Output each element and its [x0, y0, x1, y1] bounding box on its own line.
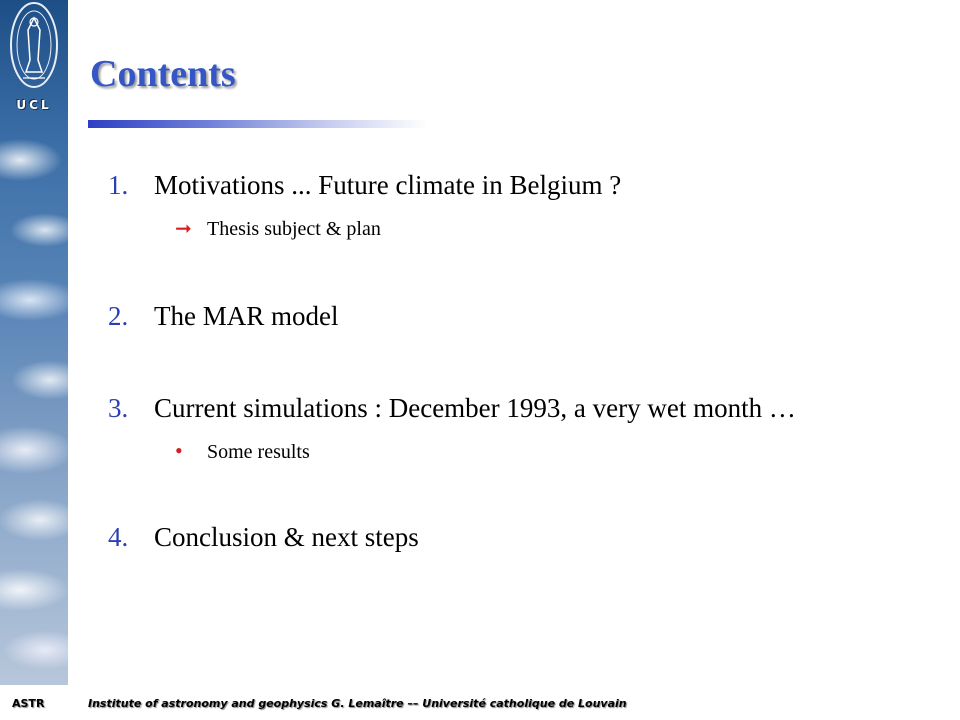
item-text: Current simulations : December 1993, a very wet month …: [154, 393, 796, 423]
contents-subitem-3-1: [175, 438, 310, 464]
item-number: 2.: [108, 301, 129, 331]
item-text: The MAR model: [154, 301, 339, 331]
ucl-logo-text: UCL: [16, 98, 52, 112]
item-number: 4.: [108, 522, 129, 552]
slide-title: Contents: [90, 53, 236, 95]
subitem-text: Some results: [207, 441, 310, 463]
item-number: 1.: [108, 170, 129, 200]
slide-footer: [0, 685, 960, 720]
contents-item-1: [108, 170, 621, 201]
university-seal-icon: [9, 0, 59, 90]
footer-astr-label: ASTR: [12, 697, 45, 710]
item-text: Conclusion & next steps: [154, 522, 419, 552]
contents-item-4: [108, 522, 419, 553]
sky-background-strip: [0, 0, 68, 685]
contents-item-3: [108, 393, 796, 424]
footer-institute-text: Institute of astronomy and geophysics G. Lemaître –– Université catholique de Louvain: [88, 697, 627, 710]
subitem-text: Thesis subject & plan: [207, 218, 381, 240]
contents-subitem-1-1: [175, 216, 381, 241]
title-underline-bar: [88, 120, 428, 128]
item-number: 3.: [108, 393, 129, 423]
bullet-dot-icon: •: [175, 438, 183, 463]
arrow-right-icon: ➞: [175, 218, 192, 240]
contents-item-2: [108, 301, 338, 332]
item-text: Motivations ... Future climate in Belgium ?: [154, 170, 622, 200]
